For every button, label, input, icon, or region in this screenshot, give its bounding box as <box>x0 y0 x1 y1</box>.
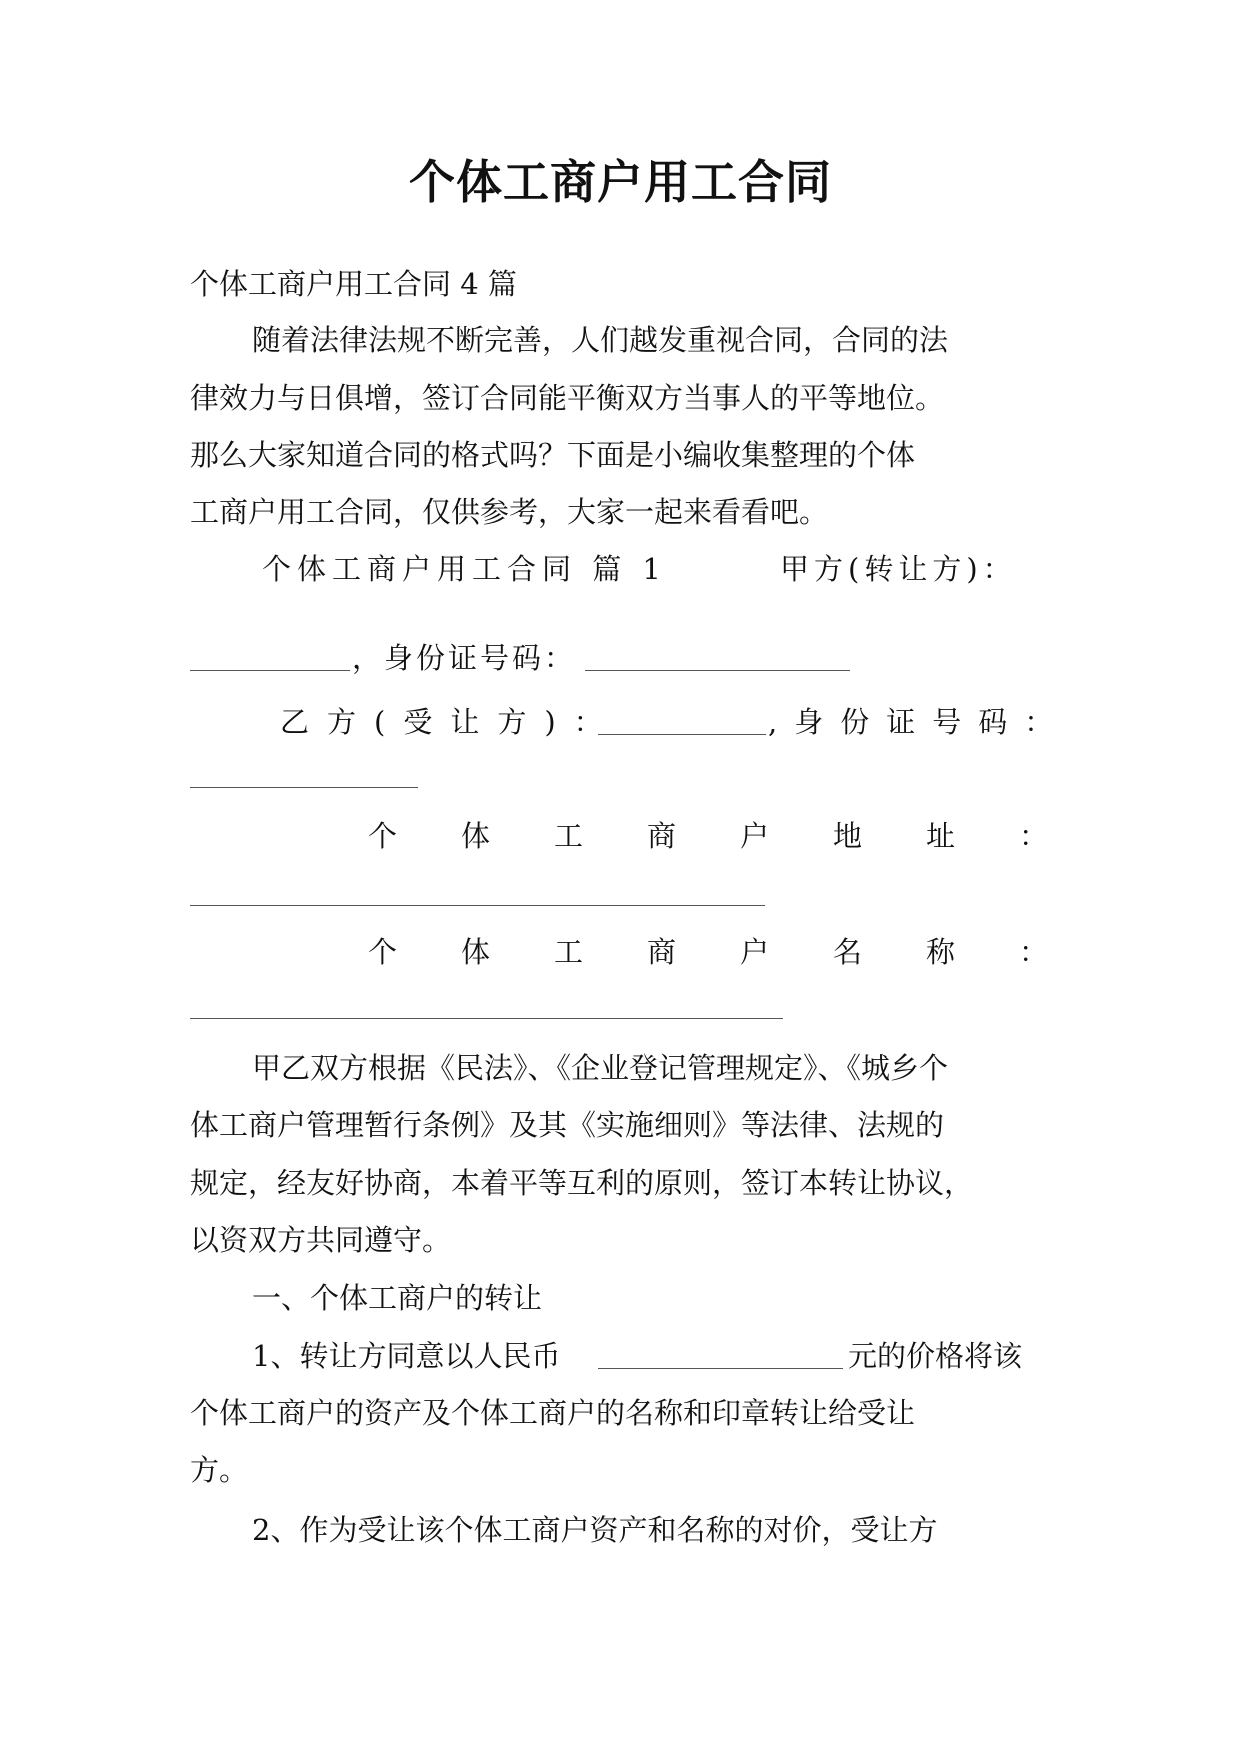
clause-2-line-1: 2、作为受让该个体工商户资产和名称的对价，受让方 <box>252 1513 938 1547</box>
id-label-1: ，身份证号码： <box>352 641 577 675</box>
basis-line-2: 体工商户管理暂行条例》及其《实施细则》等法律、法规的 <box>190 1108 945 1142</box>
party-b-id-blank[interactable] <box>190 787 418 788</box>
intro-line-4: 工商户用工合同，仅供参考，大家一起来看看吧。 <box>190 495 829 529</box>
intro-line-3: 那么大家知道合同的格式吗？下面是小编收集整理的个体 <box>190 438 916 472</box>
party-a-name-blank[interactable] <box>190 670 350 671</box>
business-name-blank[interactable] <box>190 1018 783 1019</box>
basis-line-1: 甲乙双方根据《民法》、《企业登记管理规定》、《城乡个 <box>252 1051 949 1085</box>
intro-line-1: 随着法律法规不断完善，人们越发重视合同，合同的法 <box>252 323 949 357</box>
document-subtitle: 个体工商户用工合同 4 篇 <box>190 267 517 301</box>
document-title: 个体工商户用工合同 <box>409 155 832 209</box>
clause-1-part-1: 1、转让方同意以人民币 <box>252 1339 561 1373</box>
price-blank[interactable] <box>598 1368 843 1369</box>
clause-1-line-3: 方。 <box>190 1453 249 1487</box>
party-a-id-blank[interactable] <box>585 670 850 671</box>
party-b-label: 乙方(受让方)： <box>280 705 621 739</box>
basis-line-3: 规定，经友好协商，本着平等互利的原则，签订本转让协议， <box>190 1166 974 1200</box>
address-blank[interactable] <box>190 905 765 906</box>
party-a-label: 甲方(转让方)： <box>780 552 1017 586</box>
intro-line-2: 律效力与日俱增，签订合同能平衡双方当事人的平等地位。 <box>190 381 945 415</box>
business-name-label: 个体工商户名称： <box>368 935 1113 969</box>
party-b-name-blank[interactable] <box>598 734 766 735</box>
section-heading: 个体工商户用工合同 篇 1 <box>262 552 667 586</box>
clause-1-part-2: 元的价格将该 <box>848 1339 1023 1373</box>
clause-heading: 一、个体工商户的转让 <box>252 1281 543 1315</box>
id-label-2: ,身份证号码： <box>768 705 1071 739</box>
clause-1-line-2: 个体工商户的资产及个体工商户的名称和印章转让给受让 <box>190 1396 916 1430</box>
basis-line-4: 以资双方共同遵守。 <box>190 1223 452 1257</box>
address-label: 个体工商户地址： <box>368 819 1113 853</box>
